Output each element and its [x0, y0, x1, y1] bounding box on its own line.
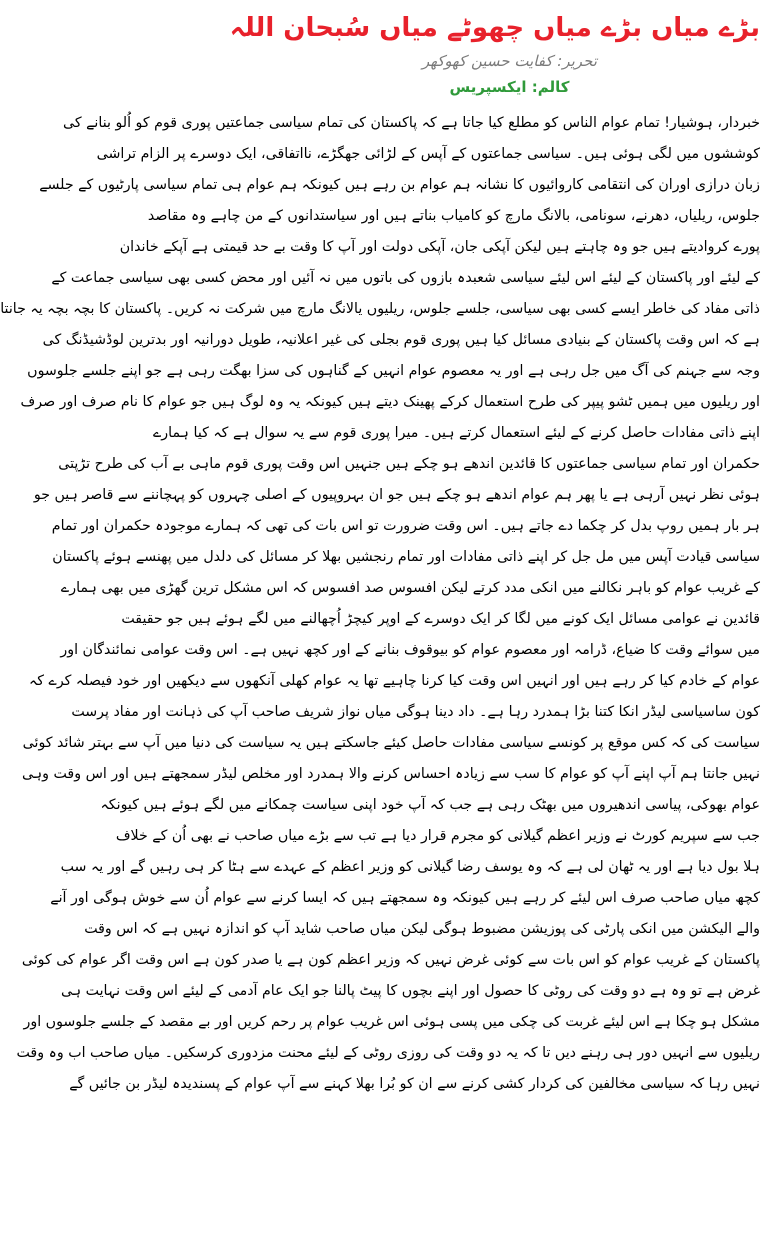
article-line: پورے کروادیتے ہیں جو وہ چاہتے ہیں لیکن آپکی جان، آپکی دولت اور آپ کا وقت بے حد قیمتی ہے آپکے خاندان — [119, 239, 760, 255]
article-line: کچھ میاں صاحب صرف اس لیئے کر رہے ہیں کیونکہ وہ سمجھتے ہیں کہ ایسا کرنے سے عوام اُن سے خوش ہوگی اور آنے — [50, 890, 760, 906]
article-line: ہے کہ اس وقت پاکستان کے بنیادی مسائل کیا ہیں پوری قوم بجلی کی غیر اعلانیہ، طویل دورانیہ اور بدترین لوڈشیڈنگ کی — [42, 332, 760, 348]
article-line: کے لیئے اور پاکستان کے لیئے اس لیئے سیاسی شعبدہ بازوں کی باتوں میں نہ آئیں اور محض کسی بھی سیاسی جماعت کے — [51, 270, 760, 286]
article-line: کوششوں میں لگی ہوئی ہیں۔ سیاسی جماعتوں کے آپس کے لڑائی جھگڑے، نااتفاقی، ایک دوسرے پر الزام تراشی — [96, 146, 760, 162]
article-line: ریلیوں سے انہیں دور ہی رہنے دیں تا کہ یہ دو وقت کی روزی روٹی کے لیئے محنت مزدوری کرسکیں۔ میاں صاحب اب وہ وقت — [16, 1045, 760, 1061]
article-line: حکمران اور تمام سیاسی جماعتوں کا قائدین اندھے ہو چکے ہیں جنہیں اس وقت پوری قوم ماہی بے آب کی طرح تڑپتی — [58, 456, 760, 472]
article-line: جلوس، ریلیاں، دھرنے، سونامی، بالانگ مارچ کو کامیاب بناتے ہیں اور سیاستدانوں کے من چاہے وہ مقاصد — [147, 208, 760, 224]
article-line: مشکل ہو چکا ہے اس لیئے غربت کی چکی میں پسی ہوئی اس غریب عوام پر رحم کریں اور بے مقصد کے جلسے جلوسوں اور — [23, 1014, 760, 1030]
article-line: عوام کے خادم کیا کر رہے ہیں اور انہیں اس وقت کیا کرنا چاہیے تھا یہ عوام کھلی آنکھوں سے دیکھیں اور خود فیصلہ کرے کہ — [28, 673, 760, 689]
article-line: وجہ سے جہنم کی آگ میں جل رہی ہے اور یہ معصوم عوام انہیں کے گناہوں کی سزا بھگت رہی ہے جو اپنے جلسے جلوسوں — [27, 363, 760, 379]
article-line: عوام بھوکی، پیاسی اندھیروں میں بھٹک رہی ہے جب کہ آپ خود اپنی سیاست چمکانے میں لگے ہوئے ہیں کیونکہ — [100, 797, 760, 813]
article-line: کون ساسیاسی لیڈر انکا کتنا بڑا ہمدرد رہا ہے۔ داد دینا ہوگی میاں نواز شریف صاحب آپ کی ذہانت اور مفاد پرست — [71, 704, 760, 720]
article-line: جب سے سپریم کورٹ نے وزیر اعظم گیلانی کو مجرم قرار دیا ہے تب سے بڑے میاں صاحب نے بھی اُن کے خلاف — [115, 828, 760, 844]
article-line: اور ریلیوں میں ہمیں ٹشو پیپر کی طرح استعمال کرکے پھینک دیتے ہیں کیونکہ یہ وہ لوگ ہیں جو عوام کا نام صرف اور صرف — [20, 394, 760, 410]
article-line: والے الیکشن میں انکی پارٹی کی پوزیشن مضبوط ہوگی لیکن میاں صاحب شاید آپ کو اندازہ نہیں ہے کہ اس وقت — [84, 921, 760, 937]
article-line: غرض ہے تو وہ ہے دو وقت کی روٹی کا حصول اور اپنے بچوں کا پیٹ پالنا جو ایک عام آدمی کے لیئے اس وقت نہایت ہی — [61, 983, 760, 999]
article-line: ہلا بول دیا ہے اور یہ ٹھان لی ہے کہ وہ یوسف رضا گیلانی کو وزیر اعظم کے عہدے سے ہٹا کر ہی رہیں گے اور یہ سب — [60, 859, 760, 875]
article-line: نہیں رہا کہ سیاسی مخالفین کی کردار کشی کرنے سے ان کو بُرا بھلا کہنے سے آپ عوام کے پسندیدہ لیڈر بن جائیں گے — [69, 1076, 760, 1092]
article-line: نہیں جانتا ہم آپ اپنے آپ کو عوام کا سب سے زیادہ احساس کرنے والا ہمدرد اور مخلص لیڈر سمجھتے ہیں اور اس وقت وہی — [22, 766, 760, 782]
article-line: قائدین نے عوامی مسائل ایک کونے میں لگا کر ایک دوسرے کے اوپر کیچڑ اُچھالنے میں لگے ہوئے ہیں جو حقیقت — [121, 611, 760, 627]
article-line: میں سوائے وقت کا ضیاع، ڈرامہ اور معصوم عوام کو بیوقوف بنانے کے اور کچھ نہیں ہے۔ اس وقت عوامی نمائندگان اور — [60, 642, 760, 658]
article-line: پاکستان کے غریب عوام کو اس بات سے کوئی غرض نہیں کہ وزیر اعظم کون ہے یا صدر کون ہے اس وقت اگر عوام کی کوئی — [21, 952, 760, 968]
article-line: زبان درازی اوران کی انتقامی کاروائیوں کا نشانہ ہم عوام بن رہے ہیں کیونکہ ہم عوام ہی تمام سیاسی پارٹیوں کے جلسے — [39, 177, 760, 193]
column-name: کالم: ایکسپریس — [449, 78, 570, 96]
article-headline: بڑے میاں بڑے میاں چھوٹے میاں سُبحان اللہ — [229, 13, 760, 43]
article-line: خبردار، ہوشیار! تمام عوام الناس کو مطلع کیا جاتا ہے کہ پاکستان کی تمام سیاسی جماعتیں پوری قوم کو اُلو بنانے کی — [63, 115, 760, 131]
article-line: ہوئی نظر نہیں آرہی ہے یا پھر ہم عوام اندھے ہو چکے ہیں جو ان بہروپیوں کے اصلی چہروں کو پہچاننے سے قاصر ہیں جو — [33, 487, 760, 503]
author-byline: تحریر: کفایت حسین کھوکھر — [422, 52, 597, 70]
article-line: کے غریب عوام کو باہر نکالنے میں انکی مدد کرتے لیکن افسوس صد افسوس کہ اس مشکل ترین گھڑی میں بھی ہمارے — [60, 580, 760, 596]
article-line: ہر بار ہمیں روپ بدل کر چکما دے جاتے ہیں۔ اس وقت ضرورت تو اس بات کی تھی کہ ہمارے موجودہ حکمران اور تمام — [51, 518, 760, 534]
article-line: سیاسی قیادت آپس میں مل جل کر اپنے ذاتی مفادات اور تمام رنجشیں بھلا کر مسائل کی دلدل میں پھنسے ہوئے پاکستان — [52, 549, 760, 565]
article-body — [0, 108, 760, 1100]
article-line: اپنے ذاتی مفادات حاصل کرنے کے لیئے استعمال کرتے ہیں۔ میرا پوری قوم سے یہ سوال ہے کہ کیا ہمارے — [152, 425, 760, 441]
article-line: سیاست کی کہ کس موقع پر کونسے سیاسی مفادات حاصل کیئے جاسکتے ہیں یہ سیاست کی دنیا میں آپ سے بہتر شائد کوئی — [22, 735, 760, 751]
article-line: ذاتی مفاد کی خاطر ایسے کسی بھی سیاسی، جلسے جلوس، ریلیوں یالانگ مارچ میں شرکت نہ کریں۔ پاکستان کا بچہ بچہ یہ جانتا — [0, 301, 760, 317]
